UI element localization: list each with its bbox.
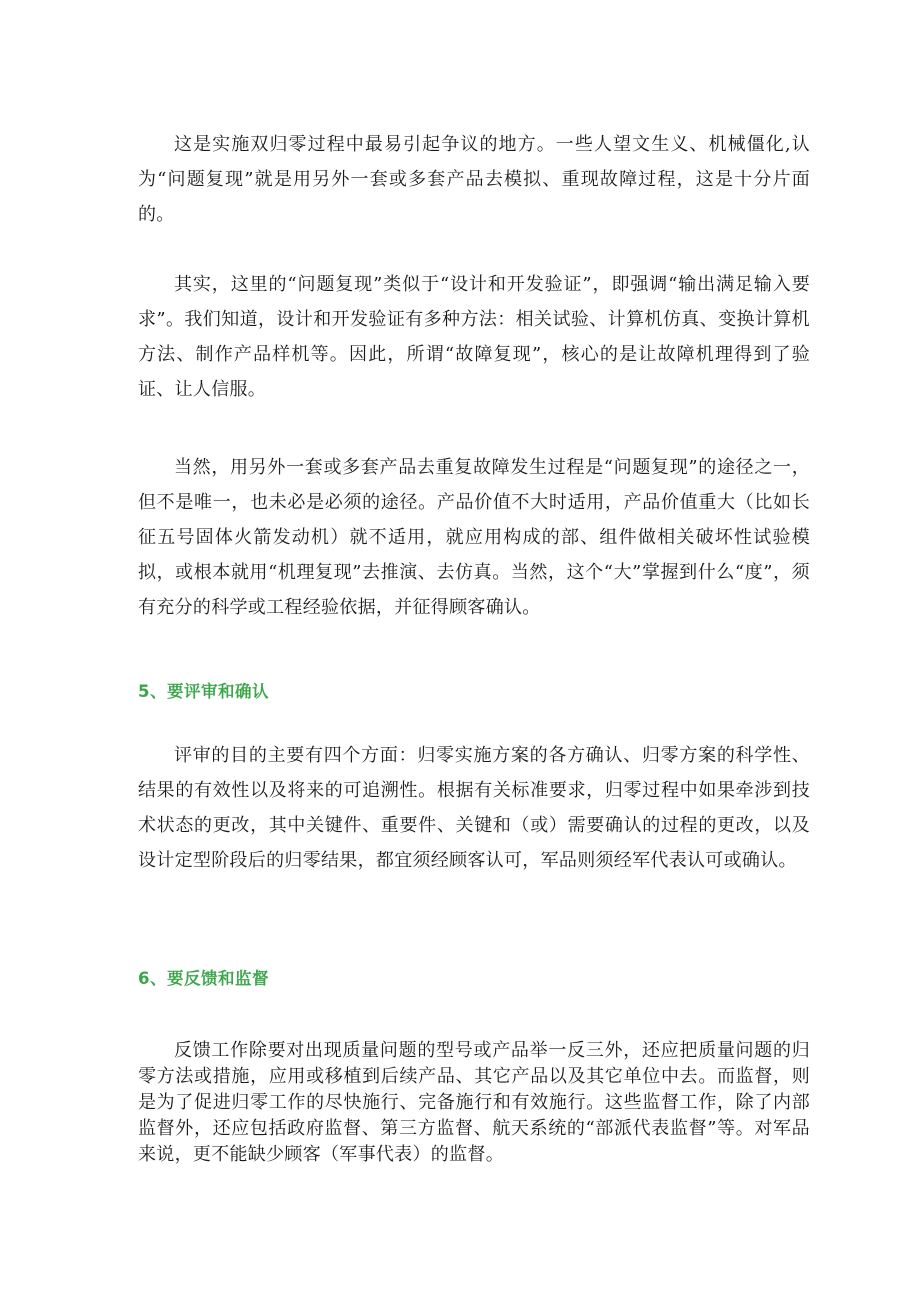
section-heading-feedback-supervision: 6、要反馈和监督 — [138, 969, 269, 988]
paragraph-feedback-supervision: 反馈工作除要对出现质量问题的型号或产品举一反三外，还应把质量问题的归零方法或措施，应用或移植到后续产品、其它产品以及其它单位中去。而监督，则是为了促进归零工作的尽快施行、完备施行和有效施行。这些监督工作，除了内部监督外，还应包括政府监督、第三方监督、航天系统的“部派代表监督”等。对军品来说，更不能缺少顾客（军事代表）的监督。 — [138, 1040, 810, 1165]
paragraph-problem-reproduction-controversy: 这是实施双归零过程中最易引起争议的地方。一些人望文生义、机械僵化,认为“问题复现”就是用另外一套或多套产品去模拟、重现故障过程，这是十分片面的。 — [138, 134, 810, 225]
paragraph-reproduction-approaches: 当然，用另外一套或多套产品去重复故障发生过程是“问题复现”的途径之一，但不是唯一，也未必是必须的途径。产品价值不大时适用，产品价值重大（比如长征五号固体火箭发动机）就不适用，就应用构成的部、组件做相关破坏性试验模拟，或根本就用“机理复现”去推演、去仿真。当然，这个“大”掌握到什么“度”，须有充分的科学或工程经验依据，并征得顾客确认。 — [138, 457, 810, 618]
section-heading-review-confirm: 5、要评审和确认 — [138, 682, 269, 701]
paragraph-review-purpose: 评审的目的主要有四个方面：归零实施方案的各方确认、归零方案的科学性、结果的有效性以及将来的可追溯性。根据有关标准要求，归零过程中如果牵涉到技术状态的更改，其中关键件、重要件、关键和（或）需要确认的过程的更改，以及设计定型阶段后的归零结果，都宜须经顾客认可，军品则须经军代表认可或确认。 — [138, 745, 810, 871]
paragraph-design-verification-analogy: 其实，这里的“问题复现”类似于“设计和开发验证”，即强调“输出满足输入要求”。我们知道，设计和开发验证有多种方法：相关试验、计算机仿真、变换计算机方法、制作产品样机等。因此，所谓“故障复现”，核心的是让故障机理得到了验证、让人信服。 — [138, 274, 810, 400]
